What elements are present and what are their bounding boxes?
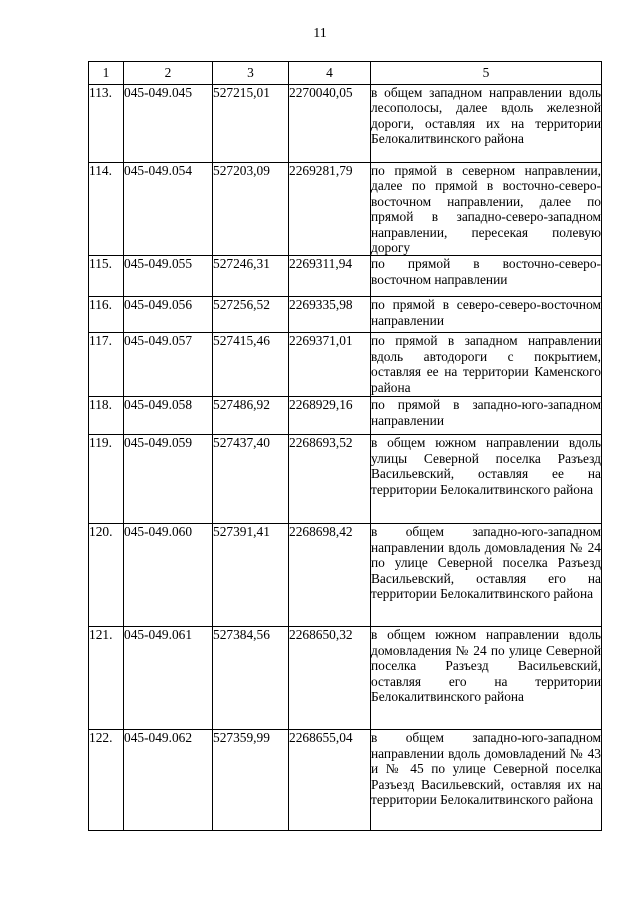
row-number: 121. (89, 627, 124, 730)
row-number: 115. (89, 256, 124, 297)
row-number: 122. (89, 730, 124, 831)
coordinate-x: 527437,40 (213, 435, 289, 524)
point-code: 045-049.061 (124, 627, 213, 730)
coordinate-x: 527215,01 (213, 85, 289, 163)
boundary-description: по прямой в западно-юго-западном направлении (371, 397, 602, 435)
boundary-description: в общем западно-юго-западном направлении вдоль домовладений № 43 и № 45 по улице Северной поселка Разъезд Васильевский, оставляя их на территории Белокалитвинского района (371, 730, 602, 831)
coordinate-x: 527486,92 (213, 397, 289, 435)
page-number: 11 (313, 26, 327, 41)
coordinate-y: 2269371,01 (289, 333, 371, 397)
table-row (89, 524, 602, 627)
coordinate-x: 527391,41 (213, 524, 289, 627)
boundary-description: по прямой в восточно-северо-восточном направлении (371, 256, 602, 297)
table-row (89, 256, 602, 297)
boundary-description: по прямой в западном направлении вдоль автодороги с покрытием, оставляя ее на территории Каменского района (371, 333, 602, 397)
table-row (89, 730, 602, 831)
header-col-1: 1 (89, 62, 124, 85)
boundary-description: в общем западном направлении вдоль лесополосы, далее вдоль железной дороги, оставляя их на территории Белокалитвинского района (371, 85, 602, 163)
point-code: 045-049.057 (124, 333, 213, 397)
table-header-row (89, 62, 602, 85)
point-code: 045-049.060 (124, 524, 213, 627)
coordinate-y: 2269281,79 (289, 163, 371, 256)
point-code: 045-049.054 (124, 163, 213, 256)
point-code: 045-049.055 (124, 256, 213, 297)
row-number: 114. (89, 163, 124, 256)
point-code: 045-049.058 (124, 397, 213, 435)
coordinate-x: 527359,99 (213, 730, 289, 831)
point-code: 045-049.045 (124, 85, 213, 163)
boundary-description: в общем западно-юго-западном направлении вдоль домовладения № 24 по улице Северной поселка Разъезд Васильевский, оставляя его на территории Белокалитвинского района (371, 524, 602, 627)
table-row (89, 85, 602, 163)
table-row (89, 333, 602, 397)
coordinate-y: 2268698,42 (289, 524, 371, 627)
point-code: 045-049.056 (124, 297, 213, 333)
coordinate-y: 2268655,04 (289, 730, 371, 831)
row-number: 116. (89, 297, 124, 333)
boundary-description: в общем южном направлении вдоль улицы Северной поселка Разъезд Васильевский, оставляя ее на территории Белокалитвинского района (371, 435, 602, 524)
coordinate-x: 527384,56 (213, 627, 289, 730)
coordinate-y: 2268929,16 (289, 397, 371, 435)
coordinate-x: 527246,31 (213, 256, 289, 297)
boundary-table (88, 61, 602, 831)
coordinate-y: 2269311,94 (289, 256, 371, 297)
row-number: 120. (89, 524, 124, 627)
boundary-description: по прямой в северо-северо-восточном направлении (371, 297, 602, 333)
coordinate-x: 527256,52 (213, 297, 289, 333)
header-col-2: 2 (124, 62, 213, 85)
coordinate-x: 527415,46 (213, 333, 289, 397)
row-number: 118. (89, 397, 124, 435)
table-row (89, 297, 602, 333)
header-col-5: 5 (371, 62, 602, 85)
table-row (89, 397, 602, 435)
table-row (89, 163, 602, 256)
table-row (89, 435, 602, 524)
coordinate-y: 2269335,98 (289, 297, 371, 333)
coordinate-y: 2268693,52 (289, 435, 371, 524)
header-col-4: 4 (289, 62, 371, 85)
header-col-3: 3 (213, 62, 289, 85)
coordinate-y: 2268650,32 (289, 627, 371, 730)
point-code: 045-049.062 (124, 730, 213, 831)
boundary-description: в общем южном направлении вдоль домовладения № 24 по улице Северной поселка Разъезд Васильевский, оставляя его на территории Белокалитвинского района (371, 627, 602, 730)
row-number: 119. (89, 435, 124, 524)
point-code: 045-049.059 (124, 435, 213, 524)
coordinate-x: 527203,09 (213, 163, 289, 256)
row-number: 117. (89, 333, 124, 397)
coordinate-y: 2270040,05 (289, 85, 371, 163)
row-number: 113. (89, 85, 124, 163)
boundary-description: по прямой в северном направлении, далее по прямой в восточно-северо-восточном направлении, далее по прямой в западно-северо-западном направлении, пересекая полевую дорогу (371, 163, 601, 256)
table-row (89, 627, 602, 730)
